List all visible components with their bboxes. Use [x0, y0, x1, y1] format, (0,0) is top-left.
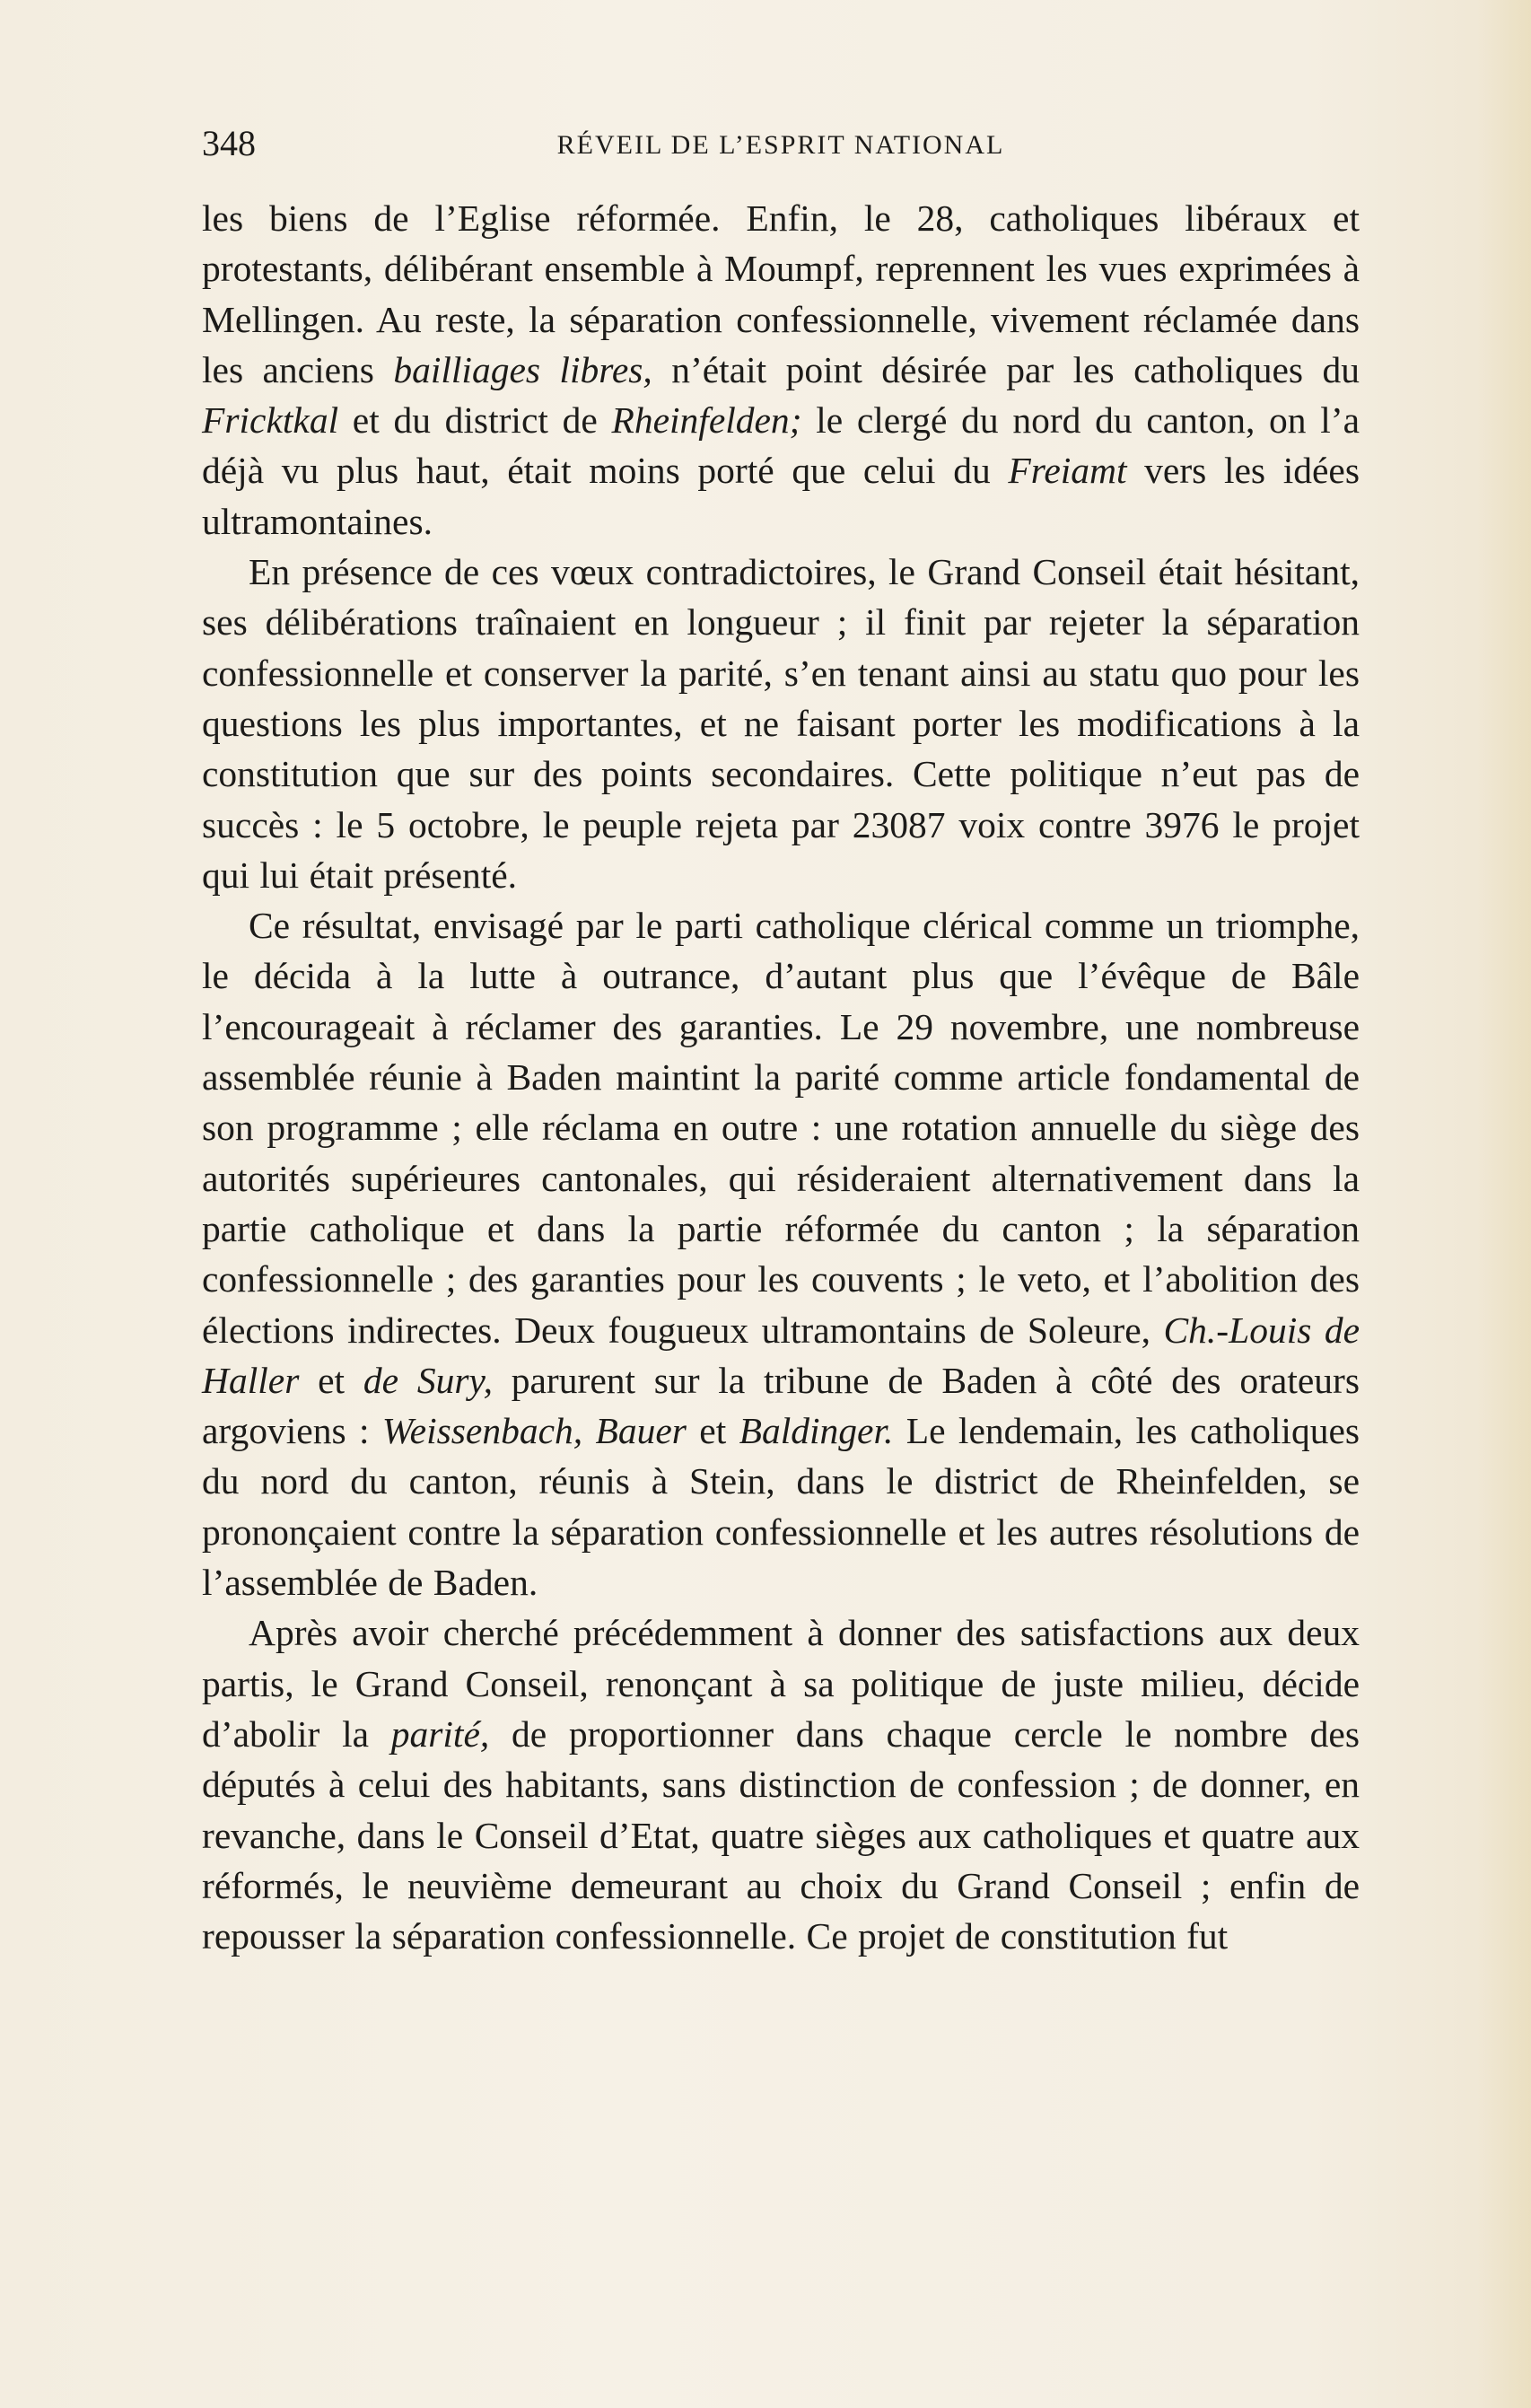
italic-place-name: Freiamt: [1008, 450, 1127, 492]
text-run: Ce résultat, envisagé par le parti catholique clérical comme un triomphe, le décida à la lutte à outrance, d’autant plus que l’évêque de Bâle l’encourageait à réclamer des garanties. Le 29 novembre, une nombreuse assemblée réunie à Baden maintint la parité comme article fondamental de son programme ; elle réclama en outre : une rotation annuelle du siège des autorités supérieures cantonales, qui résideraient alternativement dans la partie catholique et dans la partie réformée du canton ; la séparation confessionnelle ; des garanties pour les couvents ; le veto, et l’abolition des élections indirectes. Deux fougueux ultramontains de Soleure,: [202, 905, 1360, 1351]
italic-person-name: Baldinger.: [739, 1410, 894, 1452]
italic-term: parité,: [390, 1712, 490, 1755]
text-run: Le lendemain, les catholiques du nord du canton, réunis à Stein, dans le district de Rheinfelden, se prononçaient contre la séparation confessionnelle et les autres résolutions de l’assemblée de Baden.: [202, 1410, 1360, 1604]
paragraph-4: [202, 1607, 1360, 1961]
italic-place-name: Fricktkal: [202, 399, 339, 442]
text-run: et du district de: [338, 399, 612, 442]
running-title: RÉVEIL DE L’ESPRIT NATIONAL: [556, 130, 1005, 160]
italic-term: bailliages libres,: [393, 348, 652, 390]
italic-person-name: Ch.-Louis de Haller: [202, 1309, 1360, 1401]
text-run: de proportionner dans chaque cercle le nombre des députés à celui des habitants, sans distinction de confession ; de donner, en revanche, dans le Conseil d’Etat, quatre sièges aux catholiques et quatre aux réformés, le neuvième demeurant au choix du Grand Conseil ; enfin de repousser la séparation confessionnelle. Ce projet de constitution fut: [202, 1712, 1360, 1957]
text-run: les biens de l’Eglise réformée. Enfin, le 28, catholiques libéraux et protestants, délibérant ensemble à Moumpf, reprennent les vues exprimées à Mellingen. Au reste, la séparation confessionnelle, vivement réclamée dans les anciens: [202, 197, 1360, 390]
text-run: et: [299, 1359, 363, 1401]
italic-person-name: Weissenbach, Bauer: [381, 1410, 687, 1452]
paragraph-3: [202, 900, 1360, 1607]
italic-place-name: Rheinfelden;: [611, 399, 802, 442]
paragraph-1: [202, 193, 1360, 547]
text-run: vers les idées ultramontaines.: [202, 450, 1360, 542]
text-run: n’était point désirée par les catholiques du: [652, 348, 1360, 390]
text-run: Après avoir cherché précédemment à donner des satisfactions aux deux partis, le Grand Conseil, renonçant à sa politique de juste milieu, décide d’abolir la: [202, 1612, 1360, 1755]
running-head: [202, 118, 1360, 169]
text-run: le clergé du nord du canton, on l’a déjà vu plus haut, était moins porté que celui du: [202, 399, 1360, 492]
body-text: [202, 193, 1360, 1961]
text-run: et: [686, 1410, 739, 1452]
text-run: parurent sur la tribune de Baden à côté des orateurs argoviens :: [202, 1359, 1360, 1452]
italic-person-name: de Sury,: [363, 1359, 493, 1401]
page-number: 348: [202, 123, 256, 163]
paragraph-2: En présence de ces vœux contradictoires, le Grand Conseil était hésitant, ses délibérations traînaient en longueur ; il finit par rejeter la séparation confessionnelle et conserver la parité, s’en tenant ainsi au statu quo pour les questions les plus importantes, et ne faisant porter les modifications à la constitution que sur des points secondaires. Cette politique n’eut pas de succès : le 5 octobre, le peuple rejeta par 23087 voix contre 3976 le projet qui lui était présenté.: [202, 551, 1360, 896]
